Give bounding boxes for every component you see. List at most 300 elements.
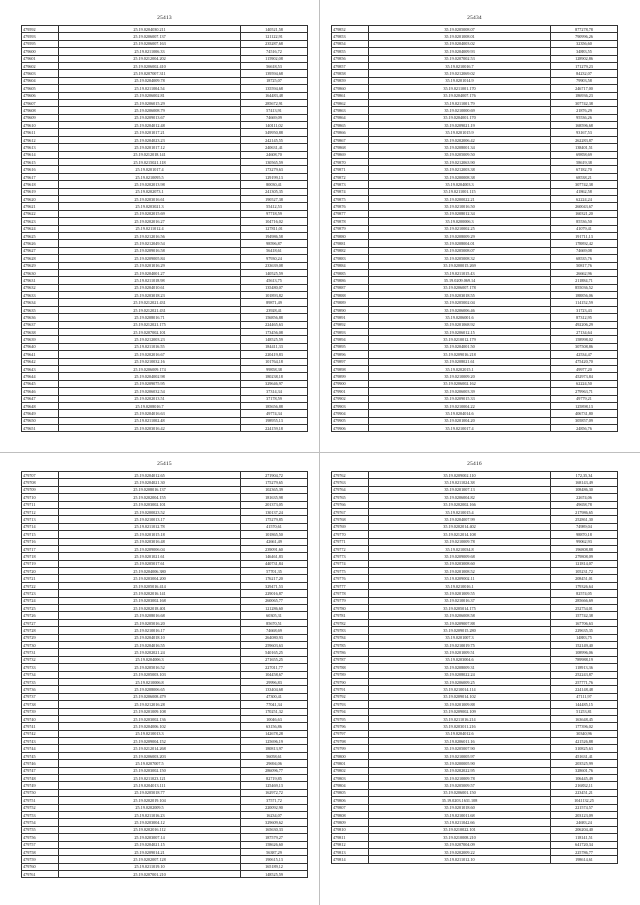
- cadastral-code: 25.19.0204030.211: [59, 26, 241, 33]
- amount-value: 242145,55: [241, 136, 308, 143]
- table-row: [22, 671, 308, 678]
- cadastral-code: 25.19.0206032.54: [59, 388, 241, 395]
- amount-value: 146461,83: [241, 553, 308, 560]
- amount-value: 173279,63: [241, 166, 308, 173]
- row-number: 479615: [22, 159, 59, 166]
- row-number: 479792: [332, 693, 369, 700]
- cadastral-code: 35.19.0201008.52: [369, 568, 551, 575]
- cadastral-code: 25.19.0209075.95: [59, 380, 241, 387]
- cadastral-code: 25.19.0204013.111: [59, 782, 241, 789]
- row-number: 479770: [332, 531, 369, 538]
- row-number: 479758: [22, 848, 59, 855]
- cadastral-code: 25.19.0212003.23: [59, 336, 241, 343]
- amount-value: 74989,04: [551, 523, 618, 530]
- table-row: [332, 365, 618, 372]
- row-number: 479904: [332, 410, 369, 417]
- table-row: [332, 826, 618, 833]
- row-number: 479624: [22, 225, 59, 232]
- amount-value: 492206,29: [551, 321, 618, 328]
- table-row: [22, 247, 308, 254]
- row-number: 479801: [332, 760, 369, 767]
- cadastral-code: 25.19.0204002.98: [59, 373, 241, 380]
- amount-value: 224148,48: [551, 686, 618, 693]
- amount-value: 186936,23: [551, 92, 618, 99]
- table-row: [22, 358, 308, 365]
- amount-value: 26662,96: [551, 269, 618, 276]
- cadastral-code: 25.19.0212004.202: [59, 55, 241, 62]
- amount-value: 144485,15: [551, 701, 618, 708]
- amount-value: 1041132,25: [551, 797, 618, 804]
- amount-value: 172,35,34: [551, 472, 618, 479]
- row-number: 479636: [22, 314, 59, 321]
- table-row: [22, 166, 308, 173]
- amount-value: 56058,61: [241, 752, 308, 759]
- cadastral-code: 35.19.0203004.6: [369, 656, 551, 663]
- table-row: [22, 388, 308, 395]
- cadastral-code: 25.19.0202016.27: [59, 218, 241, 225]
- cadastral-code: 35.19.0206001.150: [369, 789, 551, 796]
- amount-value: 24856,76: [551, 425, 618, 432]
- table-row: [332, 343, 618, 350]
- row-number: 479761: [22, 871, 59, 878]
- row-number: 479601: [22, 55, 59, 62]
- cadastral-code: 25.19.0204016.63: [59, 410, 241, 417]
- row-number: 479611: [22, 129, 59, 136]
- cadastral-code: 35.19.0206007.178: [369, 284, 551, 291]
- table-row: [332, 203, 618, 210]
- amount-value: 452973,84: [551, 373, 618, 380]
- table-row: [22, 336, 308, 343]
- amount-value: 57413,91: [241, 107, 308, 114]
- row-number: 479856: [332, 55, 369, 62]
- row-number: 479805: [332, 789, 369, 796]
- table-row: [332, 329, 618, 336]
- table-row: [332, 819, 618, 826]
- row-number: 479879: [332, 225, 369, 232]
- table-row: [22, 255, 308, 262]
- row-number: 479715: [22, 531, 59, 538]
- table-row: [22, 627, 308, 634]
- table-row: [332, 247, 618, 254]
- row-number: 479642: [22, 358, 59, 365]
- table-row: [332, 501, 618, 508]
- amount-value: 77041,34: [241, 701, 308, 708]
- amount-value: 24683,24: [551, 819, 618, 826]
- cadastral-code: 25.19.0203021.3: [59, 203, 241, 210]
- cadastral-code: 25.19.0206002.410: [59, 62, 241, 69]
- row-number: 479628: [22, 255, 59, 262]
- row-number: 479883: [332, 255, 369, 262]
- table-row: [332, 693, 618, 700]
- cadastral-code: 35.19.0206003.39: [369, 388, 551, 395]
- cadastral-code: 25.19.0212021.431: [59, 306, 241, 313]
- cadastral-code: 25.19.0204010.61: [59, 284, 241, 291]
- row-number: 479592: [22, 26, 59, 33]
- cadastral-code: 25.19.0204021.30: [59, 479, 241, 486]
- row-number: 479772: [332, 545, 369, 552]
- amount-value: 49658,78: [551, 501, 618, 508]
- row-number: 479873: [332, 181, 369, 188]
- amount-value: 29996,83: [241, 678, 308, 685]
- amount-value: 440731,84: [241, 560, 308, 567]
- row-number: 479766: [332, 501, 369, 508]
- amount-value: 49774,34: [241, 410, 308, 417]
- row-number: 479855: [332, 48, 369, 55]
- amount-value: 641720,34: [551, 841, 618, 848]
- row-number: 479639: [22, 336, 59, 343]
- table-row: [332, 479, 618, 486]
- row-number: 479769: [332, 523, 369, 530]
- cadastral-code: 35.19.0210002.25: [369, 225, 551, 232]
- cadastral-code: 25.19.0209004.152: [59, 738, 241, 745]
- row-number: 479899: [332, 373, 369, 380]
- data-table: [21, 25, 308, 432]
- table-row: [332, 314, 618, 321]
- amount-value: 74669,08: [551, 247, 618, 254]
- cadastral-code: 25.19.0210032.16: [59, 358, 241, 365]
- row-number: 479802: [332, 767, 369, 774]
- cadastral-code: 35.19.0204001.50: [369, 343, 551, 350]
- table-row: [332, 225, 618, 232]
- table-row: [22, 656, 308, 663]
- table-row: [332, 538, 618, 545]
- table-row: [332, 351, 618, 358]
- cadastral-code: 25.19.0201017.21: [59, 129, 241, 136]
- cadastral-code: 35.19.0212063.90: [369, 159, 551, 166]
- row-number: 479623: [22, 218, 59, 225]
- row-number: 479872: [332, 173, 369, 180]
- table-row: [332, 410, 618, 417]
- cadastral-code: 35.19.0206002.162: [369, 380, 551, 387]
- cadastral-code: 35.19.0206001.6: [369, 314, 551, 321]
- amount-value: 139594,68: [241, 70, 308, 77]
- amount-value: 271904,72: [241, 472, 308, 479]
- table-row: [22, 299, 308, 306]
- table-row: [332, 789, 618, 796]
- amount-value: 10046,63: [241, 715, 308, 722]
- table-row: [22, 811, 308, 818]
- table-row: [22, 508, 308, 515]
- row-number: 479724: [22, 597, 59, 604]
- table-row: [22, 804, 308, 811]
- row-number: 479647: [22, 395, 59, 402]
- sheet-title: 25416: [467, 461, 482, 467]
- cadastral-code: 35.19.0209009.68: [369, 553, 551, 560]
- cadastral-code: 35.19.0210009.78: [369, 538, 551, 545]
- cadastral-code: 25.19.0202007.128: [59, 856, 241, 863]
- cadastral-code: 35.19.0211024.38: [369, 479, 551, 486]
- row-number: 479593: [22, 33, 59, 40]
- amount-value: 329471,53: [241, 582, 308, 589]
- row-number: 479643: [22, 365, 59, 372]
- row-number: 479785: [332, 641, 369, 648]
- table-row: [332, 402, 618, 409]
- table-row: [332, 760, 618, 767]
- table-row: [332, 486, 618, 493]
- table-row: [332, 417, 618, 424]
- amount-value: 24608,70: [241, 151, 308, 158]
- row-number: 479803: [332, 775, 369, 782]
- amount-value: 188856,06: [551, 292, 618, 299]
- cadastral-code: 35.19.0203018.55: [369, 292, 551, 299]
- cadastral-code: 35.19.0200022.21: [369, 195, 551, 202]
- amount-value: 279963,71: [551, 388, 618, 395]
- amount-value: 85536,50: [551, 218, 618, 225]
- cadastral-code: 25.19.0207001.210: [59, 871, 241, 878]
- row-number: 479617: [22, 173, 59, 180]
- amount-value: 142678,28: [241, 730, 308, 737]
- amount-value: 135480,07: [241, 284, 308, 291]
- row-number: 479709: [22, 486, 59, 493]
- row-number: 479768: [332, 516, 369, 523]
- cadastral-code: 25.19.0212049.54: [59, 240, 241, 247]
- row-number: 479743: [22, 738, 59, 745]
- amount-value: 211884,71: [551, 277, 618, 284]
- amount-value: 105231,72: [551, 568, 618, 575]
- table-row: [22, 789, 308, 796]
- cadastral-code: 25.19.0208016.7: [59, 402, 241, 409]
- row-number: 479727: [22, 619, 59, 626]
- row-number: 479763: [332, 479, 369, 486]
- amount-value: 29694,06: [241, 760, 308, 767]
- cadastral-code: 25.19.0202016.67: [59, 351, 241, 358]
- table-row: [332, 55, 618, 62]
- table-row: [332, 545, 618, 552]
- amount-value: 262283,87: [551, 136, 618, 143]
- table-row: [332, 804, 618, 811]
- amount-value: 49779,21: [551, 395, 618, 402]
- table-row: [22, 834, 308, 841]
- amount-value: 239091,60: [241, 545, 308, 552]
- amount-value: 56387,29: [241, 848, 308, 855]
- table-row: [22, 144, 308, 151]
- row-number: 479721: [22, 575, 59, 582]
- row-number: 479723: [22, 590, 59, 597]
- cadastral-code: 35.19.0209014.102: [369, 693, 551, 700]
- row-number: 479771: [332, 538, 369, 545]
- row-number: 479641: [22, 351, 59, 358]
- cadastral-code: 35.19.0209.069.14: [369, 277, 551, 284]
- amount-value: 329609,62: [241, 819, 308, 826]
- sheet-title: 25413: [157, 15, 172, 21]
- amount-value: 129199,13: [241, 173, 308, 180]
- row-number: 479722: [22, 582, 59, 589]
- row-number: 479871: [332, 166, 369, 173]
- cadastral-code: 25.19.0209016.58: [59, 247, 241, 254]
- table-row: [22, 745, 308, 752]
- amount-value: 170251,32: [241, 708, 308, 715]
- table-row: [332, 553, 618, 560]
- cadastral-code: 25.19.0204006.380: [59, 568, 241, 575]
- row-number: 479886: [332, 277, 369, 284]
- table-row: [332, 560, 618, 567]
- row-number: 479882: [332, 247, 369, 254]
- row-number: 479778: [332, 590, 369, 597]
- table-row: [22, 590, 308, 597]
- row-number: 479798: [332, 738, 369, 745]
- row-number: 479627: [22, 247, 59, 254]
- cadastral-code: 25.19.0203004.200: [59, 575, 241, 582]
- amount-value: 175279,65: [241, 479, 308, 486]
- amount-value: 157742,38: [551, 612, 618, 619]
- cadastral-code: 25.19.0211002.48: [59, 417, 241, 424]
- cadastral-code: 25.19.0206007.163: [59, 40, 241, 47]
- cadastral-code: 25.19.0204021.15: [59, 841, 241, 848]
- cadastral-code: 35.19.0201018.60: [369, 804, 551, 811]
- table-row: [22, 188, 308, 195]
- cadastral-code: 35.19.0207002.53: [369, 55, 551, 62]
- amount-value: 118141,51: [551, 834, 618, 841]
- cadastral-code: 25.19.0210095.5: [59, 173, 241, 180]
- table-row: [22, 48, 308, 55]
- amount-value: 121286,60: [241, 605, 308, 612]
- cadastral-code: 25.19.0212014.268: [59, 745, 241, 752]
- cadastral-code: 35.19.0210009.20: [369, 373, 551, 380]
- amount-value: 855036,52: [551, 284, 618, 291]
- amount-value: 140525,59: [241, 269, 308, 276]
- table-row: [22, 373, 308, 380]
- table-row: [332, 373, 618, 380]
- cadastral-code: 35.19.0211015.43: [369, 269, 551, 276]
- table-row: [332, 70, 618, 77]
- row-number: 479878: [332, 218, 369, 225]
- cadastral-code: 35.19.0205014.175: [369, 605, 551, 612]
- row-number: 479779: [332, 597, 369, 604]
- amount-value: 252861,30: [551, 516, 618, 523]
- row-number: 479710: [22, 494, 59, 501]
- amount-value: 47300,41: [241, 693, 308, 700]
- cadastral-code: 35.19.0203.1631.108: [369, 797, 551, 804]
- table-row: [332, 811, 618, 818]
- table-row: [22, 306, 308, 313]
- amount-value: 99062,93: [551, 538, 618, 545]
- cadastral-code: 35.19.0209015.280: [369, 627, 551, 634]
- amount-value: 98870,18: [551, 531, 618, 538]
- cadastral-code: 35.19.0211001.79: [369, 99, 551, 106]
- amount-value: 68535,76: [551, 255, 618, 262]
- table-row: [22, 329, 308, 336]
- row-number: 479638: [22, 329, 59, 336]
- amount-value: 41079,41: [551, 225, 618, 232]
- amount-value: 168143,49: [551, 479, 618, 486]
- table-row: [22, 848, 308, 855]
- row-number: 479648: [22, 402, 59, 409]
- table-row: [332, 107, 618, 114]
- row-number: 479900: [332, 380, 369, 387]
- cadastral-code: 25.19.0204023.23: [59, 136, 241, 143]
- table-row: [22, 634, 308, 641]
- row-number: 479867: [332, 136, 369, 143]
- table-row: [22, 122, 308, 129]
- amount-value: 127811,01: [241, 225, 308, 232]
- cadastral-code: 25.19.0206009.174: [59, 365, 241, 372]
- row-number: 479902: [332, 395, 369, 402]
- table-row: [22, 523, 308, 530]
- row-number: 479894: [332, 336, 369, 343]
- table-row: [332, 597, 618, 604]
- cadastral-code: 25.19.0203002.136: [59, 715, 241, 722]
- row-number: 479714: [22, 523, 59, 530]
- amount-value: 74668,69: [241, 627, 308, 634]
- cadastral-code: 35.19.0202014.402: [369, 523, 551, 530]
- amount-value: 101893,82: [241, 292, 308, 299]
- cadastral-code: 25.19.0205017.61: [59, 560, 241, 567]
- amount-value: 235287,68: [241, 40, 308, 47]
- row-number: 479897: [332, 358, 369, 365]
- amount-value: 56618,53: [241, 62, 308, 69]
- table-row: [22, 292, 308, 299]
- row-number: 479860: [332, 85, 369, 92]
- table-row: [22, 410, 308, 417]
- amount-value: 18725,07: [241, 77, 308, 84]
- amount-value: 246717,00: [551, 85, 618, 92]
- row-number: 479875: [332, 195, 369, 202]
- row-number: 479808: [332, 811, 369, 818]
- amount-value: 224465,63: [241, 321, 308, 328]
- row-number: 479888: [332, 292, 369, 299]
- cadastral-code: 25.19.0202016.112: [59, 826, 241, 833]
- table-row: [22, 380, 308, 387]
- cadastral-code: 25.19.0202004.155: [59, 494, 241, 501]
- cadastral-code: 25.19.0203004.12: [59, 819, 241, 826]
- cadastral-code: 35.19.0206008.58: [369, 612, 551, 619]
- cadastral-code: 25.19.0202015.69: [59, 210, 241, 217]
- row-number: 479651: [22, 425, 59, 432]
- amount-value: 69858,69: [551, 151, 618, 158]
- row-number: 479746: [22, 760, 59, 767]
- cadastral-code: 35.19.0210034.8: [369, 545, 551, 552]
- cadastral-code: 35.19.0202015.1: [369, 365, 551, 372]
- amount-value: 31723,43: [551, 306, 618, 313]
- cadastral-code: 35.19.0208012.34: [369, 210, 551, 217]
- amount-value: 220419,83: [241, 351, 308, 358]
- row-number: 479903: [332, 402, 369, 409]
- row-number: 479784: [332, 634, 369, 641]
- table-row: [22, 314, 308, 321]
- amount-value: 216832,11: [551, 782, 618, 789]
- row-number: 479613: [22, 144, 59, 151]
- cadastral-code: 25.19.0200023.52: [59, 508, 241, 515]
- cadastral-code: 25.19.0210006.8: [59, 678, 241, 685]
- amount-value: 285666,69: [551, 597, 618, 604]
- amount-value: 130137,24: [241, 508, 308, 515]
- amount-value: 97718,59: [241, 210, 308, 217]
- table-row: [332, 292, 618, 299]
- table-row: [22, 402, 308, 409]
- cadastral-code: 35.19.0209007.88: [369, 619, 551, 626]
- row-number: 479807: [332, 804, 369, 811]
- table-row: [22, 715, 308, 722]
- table-row: [22, 641, 308, 648]
- table-row: [332, 767, 618, 774]
- cadastral-code: 25.19.0212021.431: [59, 299, 241, 306]
- row-number: 479906: [332, 425, 369, 432]
- amount-value: 175279,85: [241, 516, 308, 523]
- cadastral-code: 25.19.0206015.29: [59, 99, 241, 106]
- cadastral-code: 35.19.0201008.01: [369, 33, 551, 40]
- cadastral-code: 25.19.0204006.3: [59, 656, 241, 663]
- table-row: [332, 336, 618, 343]
- table-row: [332, 841, 618, 848]
- amount-value: 203525,99: [551, 760, 618, 767]
- cadastral-code: 35.19.0211001.115: [369, 188, 551, 195]
- amount-value: 328601,76: [551, 767, 618, 774]
- amount-value: 201373,05: [241, 501, 308, 508]
- amount-value: 285672,91: [241, 99, 308, 106]
- table-row: [22, 351, 308, 358]
- amount-value: 57701,35: [241, 568, 308, 575]
- cadastral-code: 25.19.0203016.42: [59, 425, 241, 432]
